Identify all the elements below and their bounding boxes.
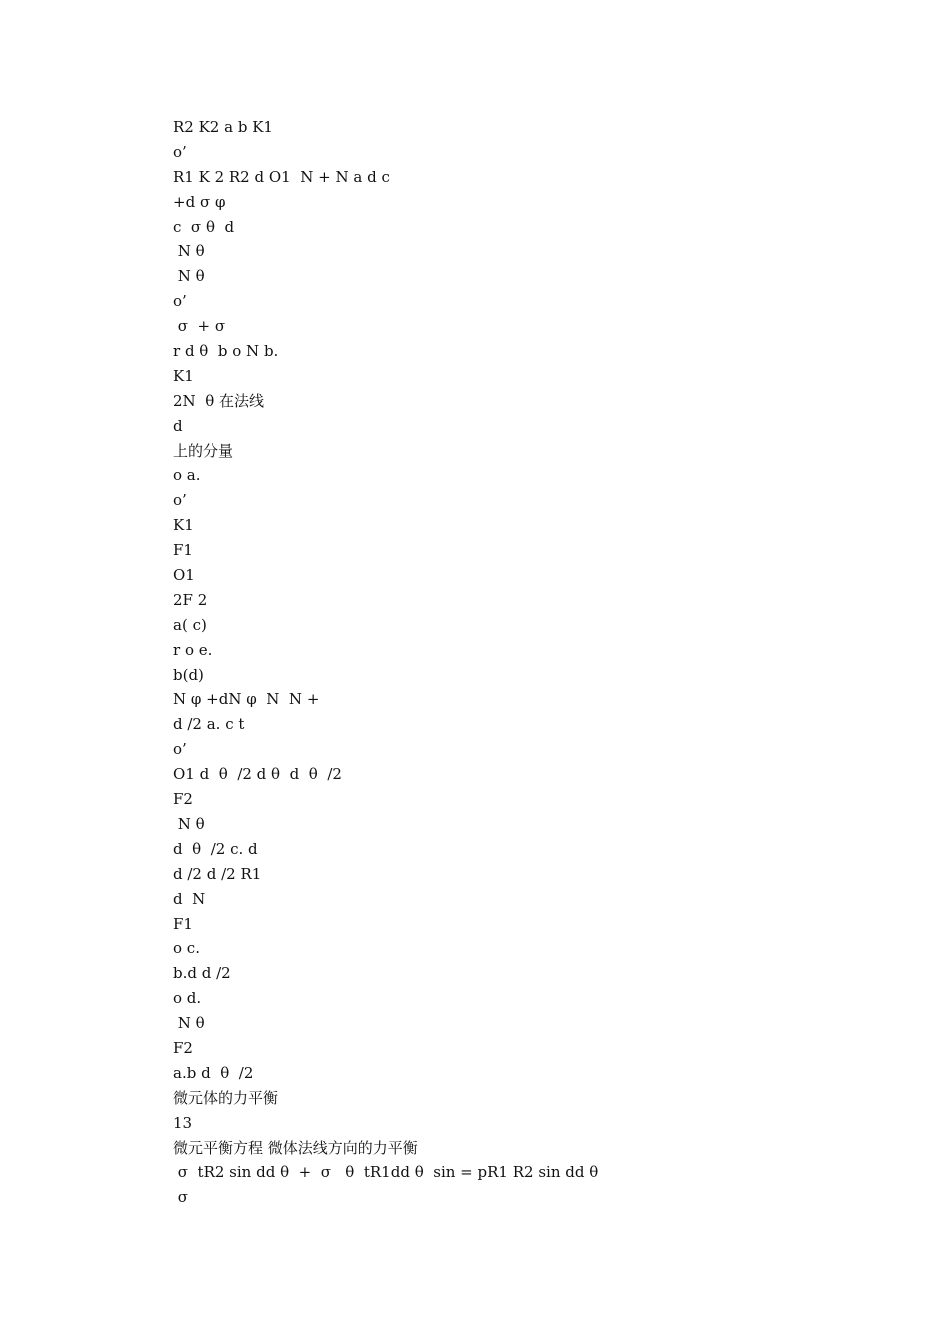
text-line: K1 xyxy=(173,366,194,385)
section-heading: 微元平衡方程 微体法线方向的力平衡 xyxy=(173,1138,418,1157)
text-line: r o e. xyxy=(173,640,213,659)
text-line: O1 xyxy=(173,566,195,585)
text-line: +d σ φ xyxy=(173,192,226,211)
text-line: d /2 d /2 R1 xyxy=(173,864,262,883)
text-line: o d. xyxy=(173,989,202,1008)
text-line: a.b d θ /2 xyxy=(173,1063,254,1082)
text-line: R2 K2 a b K1 xyxy=(173,118,273,136)
text-line: b(d) xyxy=(173,665,204,684)
text-line: F2 xyxy=(173,790,193,809)
text-line: d xyxy=(173,416,183,435)
text-line: o’ xyxy=(173,740,187,759)
text-line: c σ θ d xyxy=(173,217,235,236)
text-line: o’ xyxy=(173,292,187,311)
text-line: O1 d θ /2 d θ d θ /2 xyxy=(173,765,342,784)
text-line: o a. xyxy=(173,466,201,485)
text-line: d N xyxy=(173,889,206,908)
text-line: K1 xyxy=(173,516,194,535)
text-line: σ xyxy=(173,1188,189,1207)
text-line: 2F 2 xyxy=(173,590,208,609)
document-body xyxy=(173,115,873,1210)
text-line: N θ xyxy=(173,814,205,833)
text-line: a( c) xyxy=(173,615,207,634)
text-line: N φ +dN φ N N + xyxy=(173,690,320,709)
text-line: F1 xyxy=(173,541,193,560)
text-line: 上的分量 xyxy=(173,441,234,460)
section-heading: 微元体的力平衡 xyxy=(173,1088,279,1107)
text-line: o c. xyxy=(173,939,200,958)
text-line: F2 xyxy=(173,1038,193,1057)
equation-line: σ tR2 sin dd θ + σ θ tR1dd θ sin = pR1 R2 sin dd θ xyxy=(173,1163,599,1182)
text-line: F1 xyxy=(173,914,193,933)
text-line: 2N θ 在法线 xyxy=(173,391,265,410)
text-line: b.d d /2 xyxy=(173,964,231,983)
text-line: N θ xyxy=(173,1014,205,1033)
text-line: N θ xyxy=(173,267,205,286)
text-line: d /2 a. c t xyxy=(173,715,245,734)
page-number: 13 xyxy=(173,1113,193,1132)
text-line: d θ /2 c. d xyxy=(173,839,258,858)
text-line: o’ xyxy=(173,142,187,161)
text-line: r d θ b o N b. xyxy=(173,342,279,361)
text-line: N θ xyxy=(173,242,205,261)
text-line: σ + σ xyxy=(173,317,226,336)
text-line: o’ xyxy=(173,491,187,510)
text-line: R1 K 2 R2 d O1 N + N a d c xyxy=(173,167,390,186)
